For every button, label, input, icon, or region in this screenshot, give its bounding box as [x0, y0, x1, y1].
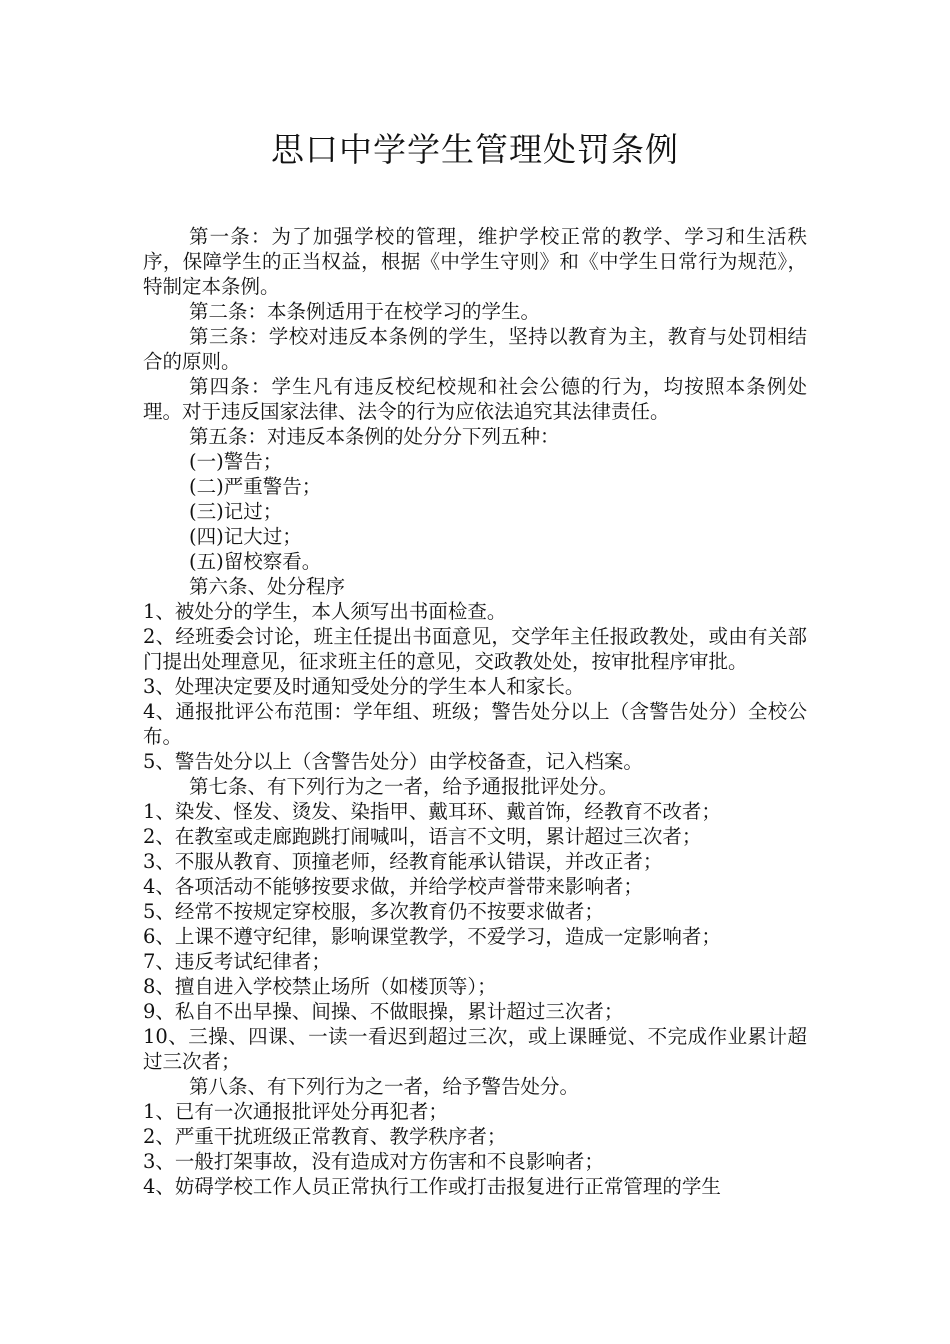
- paragraph: 8、擅自进入学校禁止场所（如楼顶等）；: [143, 975, 497, 998]
- paragraph: 1、染发、怪发、烫发、染指甲、戴耳环、戴首饰，经教育不改者；: [143, 800, 721, 823]
- paragraph: 4、各项活动不能够按要求做，并给学校声誉带来影响者；: [143, 875, 643, 898]
- paragraph: (四)记大过；: [189, 525, 302, 548]
- paragraph: 9、私自不出早操、间操、不做眼操，累计超过三次者；: [143, 1000, 624, 1023]
- paragraph: 第一条：为了加强学校的管理，维护学校正常的教学、学习和生活秩序，保障学生的正当权益，根据《中学生守则》和《中学生日常行为规范》，特制定本条例。: [143, 225, 807, 298]
- paragraph: 10、三操、四课、一读一看迟到超过三次，或上课睡觉、不完成作业累计超过三次者；: [143, 1025, 807, 1073]
- paragraph: 第五条：对违反本条例的处分分下列五种：: [189, 425, 560, 448]
- paragraph: 3、一般打架事故，没有造成对方伤害和不良影响者；: [143, 1150, 604, 1173]
- paragraph: 2、经班委会讨论，班主任提出书面意见，交学年主任报政教处，或由有关部门提出处理意见，征求班主任的意见，交政教处处，按审批程序审批。: [143, 625, 807, 673]
- paragraph: 4、妨碍学校工作人员正常执行工作或打击报复进行正常管理的学生: [143, 1175, 721, 1198]
- paragraph: 3、不服从教育、顶撞老师，经教育能承认错误，并改正者；: [143, 850, 663, 873]
- paragraph: (一)警告；: [189, 450, 283, 473]
- paragraph: 第六条、处分程序: [189, 575, 346, 598]
- paragraph: (三)记过；: [189, 500, 283, 523]
- paragraph: 6、上课不遵守纪律，影响课堂教学，不爱学习，造成一定影响者；: [143, 925, 721, 948]
- document-title: 思口中学学生管理处罚条例: [271, 130, 679, 169]
- paragraph: 7、违反考试纪律者；: [143, 950, 331, 973]
- paragraph: 1、已有一次通报批评处分再犯者；: [143, 1100, 448, 1123]
- paragraph: 第四条：学生凡有违反校纪校规和社会公德的行为，均按照本条例处理。对于违反国家法律、法令的行为应依法追究其法律责任。: [143, 375, 807, 423]
- document-body: [143, 224, 807, 1199]
- paragraph: 第八条、有下列行为之一者，给予警告处分。: [189, 1075, 580, 1098]
- paragraph: 3、处理决定要及时通知受处分的学生本人和家长。: [143, 675, 585, 698]
- paragraph: 第三条：学校对违反本条例的学生，坚持以教育为主，教育与处罚相结合的原则。: [143, 325, 807, 373]
- paragraph: 4、通报批评公布范围：学年组、班级；警告处分以上（含警告处分）全校公布。: [143, 700, 807, 748]
- paragraph: (二)严重警告；: [189, 475, 322, 498]
- paragraph: 1、被处分的学生，本人须写出书面检查。: [143, 600, 507, 623]
- paragraph: 第二条：本条例适用于在校学习的学生。: [189, 300, 541, 323]
- paragraph: 2、严重干扰班级正常教育、教学秩序者；: [143, 1125, 507, 1148]
- paragraph: 5、警告处分以上（含警告处分）由学校备查，记入档案。: [143, 750, 643, 773]
- paragraph: (五)留校察看。: [189, 550, 322, 573]
- paragraph: 第七条、有下列行为之一者，给予通报批评处分。: [189, 775, 619, 798]
- paragraph: 5、经常不按规定穿校服，多次教育仍不按要求做者；: [143, 900, 604, 923]
- paragraph: 2、在教室或走廊跑跳打闹喊叫，语言不文明，累计超过三次者；: [143, 825, 702, 848]
